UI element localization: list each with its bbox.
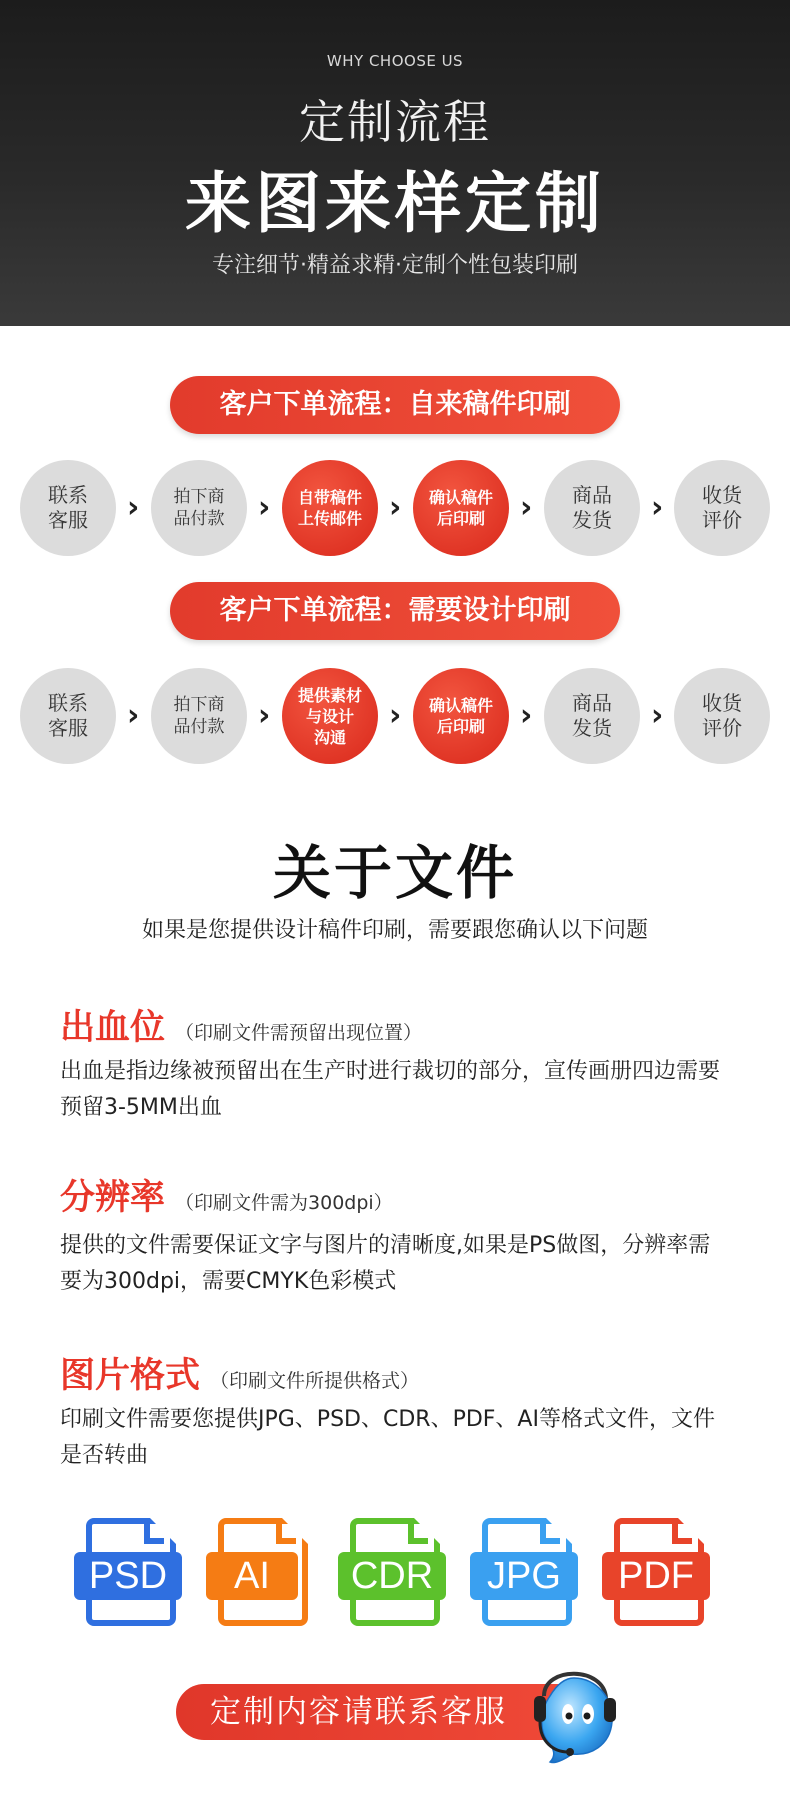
file-format-icons (74, 1518, 714, 1628)
resolution-title: 分辨率 (60, 1178, 166, 1218)
chevron-right-icon: › (127, 698, 140, 733)
flow1-step-contact (20, 460, 116, 556)
cdr-file-icon (338, 1518, 446, 1628)
flow1-step-confirm (413, 460, 509, 556)
flow1-step-pay (151, 460, 247, 556)
about-title: 关于文件 (272, 839, 517, 907)
flow2-step-pay (151, 668, 247, 764)
chevron-right-icon: › (389, 490, 402, 525)
resolution-body: 提供的文件需要保证文字与图片的清晰度,如果是PS做图，分辨率需要为300dpi，需要CMYK色彩模式 (60, 1233, 711, 1294)
flow2-steps (20, 668, 770, 764)
pdf-file-icon (602, 1518, 710, 1628)
flow1-step-review (674, 460, 770, 556)
format-heading (60, 1348, 419, 1398)
customer-service-mascot-icon (524, 1656, 624, 1766)
bleed-title: 出血位 (60, 1008, 166, 1048)
format-title: 图片格式 (60, 1356, 201, 1396)
resolution-heading (60, 1170, 393, 1220)
chevron-right-icon: › (127, 490, 140, 525)
step-label: 自带稿件 上传邮件 (297, 488, 362, 528)
format-note: （印刷文件所提供格式） (210, 1370, 420, 1392)
hero-headline: 来图来样定制 (185, 165, 605, 242)
cdr-label: CDR (338, 1552, 446, 1600)
flow1-step-upload (282, 460, 378, 556)
chevron-right-icon: › (258, 490, 271, 525)
flow2-step-confirm (413, 668, 509, 764)
step-label: 拍下商 品付款 (173, 487, 225, 529)
pdf-label: PDF (602, 1552, 710, 1600)
step-label: 联系 客服 (48, 691, 88, 740)
chevron-right-icon: › (520, 490, 533, 525)
step-label: 商品 发货 (572, 691, 612, 740)
bleed-body: 出血是指边缘被预留出在生产时进行裁切的部分，宣传画册四边需要预留3-5MM出血 (60, 1059, 721, 1120)
step-label: 确认稿件 后印刷 (428, 696, 493, 736)
chevron-right-icon: › (651, 490, 664, 525)
bleed-note: （印刷文件需预留出现位置） (175, 1022, 423, 1044)
psd-file-icon (74, 1518, 182, 1628)
contact-service-button[interactable]: 定制内容请联系客服 (176, 1684, 596, 1740)
flow2-step-contact (20, 668, 116, 764)
jpg-file-icon (470, 1518, 578, 1628)
ai-file-icon (206, 1518, 314, 1628)
step-label: 提供素材 与设计 沟通 (297, 685, 362, 747)
psd-label: PSD (74, 1552, 182, 1600)
flow2-step-review (674, 668, 770, 764)
chevron-right-icon: › (520, 698, 533, 733)
flow1-steps (20, 460, 770, 556)
step-label: 确认稿件 后印刷 (428, 488, 493, 528)
resolution-note: （印刷文件需为300dpi） (175, 1192, 393, 1214)
step-label: 拍下商 品付款 (173, 695, 225, 737)
step-label: 收货 评价 (702, 483, 742, 532)
hero-subtitle: 专注细节·精益求精·定制个性包装印刷 (212, 253, 578, 278)
flow1-title-banner: 客户下单流程：自来稿件印刷 (170, 376, 620, 434)
chevron-right-icon: › (258, 698, 271, 733)
ai-label: AI (206, 1552, 298, 1600)
bleed-heading (60, 1000, 422, 1050)
hero-english-caption: WHY CHOOSE US (326, 52, 464, 70)
flow2-step-materials (282, 668, 378, 764)
step-label: 联系 客服 (48, 483, 88, 532)
flow1-step-ship (544, 460, 640, 556)
hero-banner (0, 0, 790, 326)
about-subtitle: 如果是您提供设计稿件印刷，需要跟您确认以下问题 (141, 918, 648, 943)
chevron-right-icon: › (651, 698, 664, 733)
step-label: 商品 发货 (572, 483, 612, 532)
jpg-label: JPG (470, 1552, 578, 1600)
format-body: 印刷文件需要您提供JPG、PSD、CDR、PDF、AI等格式文件，文件是否转曲 (60, 1407, 715, 1468)
step-label: 收货 评价 (702, 691, 742, 740)
hero-title: 定制流程 (299, 95, 491, 149)
flow2-title-banner: 客户下单流程：需要设计印刷 (170, 582, 620, 640)
flow2-step-ship (544, 668, 640, 764)
chevron-right-icon: › (389, 698, 402, 733)
